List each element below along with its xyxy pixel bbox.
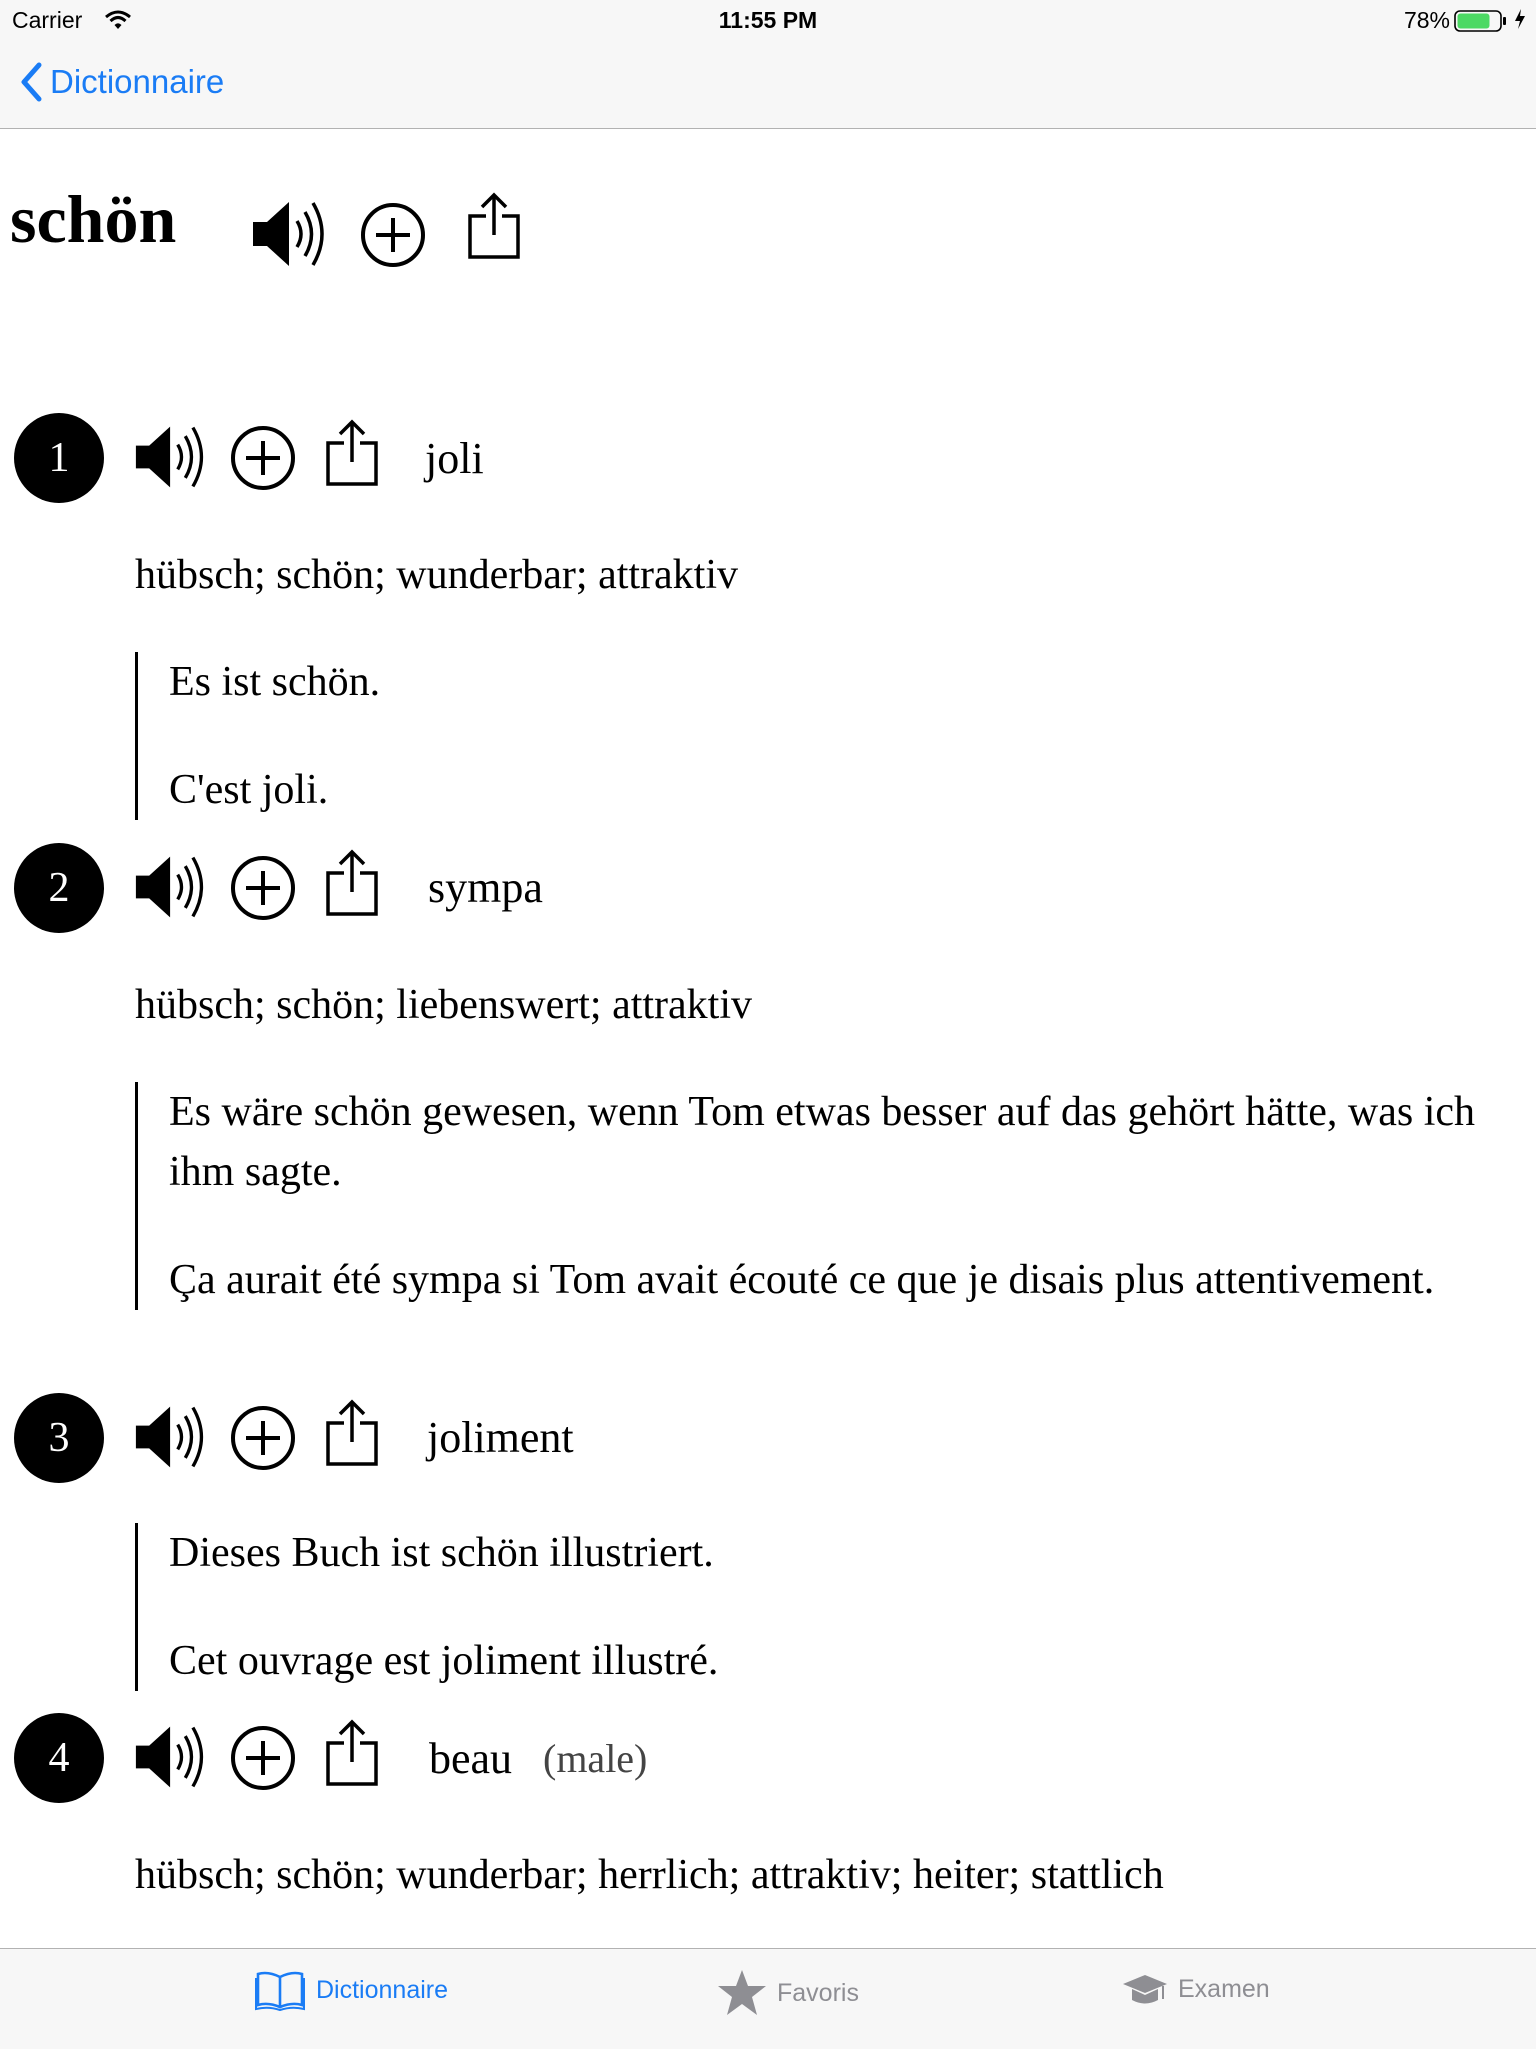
example-block [135,652,1536,820]
example-translation: Cet ouvrage est joliment illustré. [169,1638,719,1684]
battery-percentage: 78% [1403,7,1450,33]
synonyms: hübsch; schön; wunderbar; attraktiv [135,552,739,598]
speaker-icon[interactable] [134,851,210,928]
example-translation: C'est joli. [169,767,329,813]
entry-number-badge: 2 [14,843,104,933]
share-icon[interactable] [324,848,380,923]
tab-examen[interactable] [1122,1969,1270,2009]
add-circle-icon[interactable] [229,1724,297,1797]
translation: joliment [427,1413,574,1462]
headword: schön [10,181,177,257]
tab-label: Favoris [777,1978,859,2007]
speaker-icon[interactable] [134,1721,210,1798]
navigation-bar [0,40,1536,129]
synonyms: hübsch; schön; wunderbar; herrlich; attraktiv; heiter; stattlich [135,1852,1164,1898]
example-block [135,1523,1536,1691]
synonyms: hübsch; schön; liebenswert; attraktiv [135,982,753,1028]
speaker-icon[interactable] [251,197,331,276]
tab-label: Dictionnaire [316,1975,449,2004]
add-circle-icon[interactable] [359,201,427,274]
speaker-icon[interactable] [134,421,210,498]
share-icon[interactable] [324,1398,380,1473]
share-icon[interactable] [324,418,380,493]
gender-label: (male) [543,1736,648,1781]
tab-bar [0,1948,1536,2049]
battery-icon [1454,10,1508,38]
translation: sympa [428,863,543,912]
tab-dictionnaire[interactable] [254,1969,448,2011]
example-source: Dieses Buch ist schön illustriert. [169,1530,714,1576]
speaker-icon[interactable] [134,1401,210,1478]
tab-label: Examen [1178,1974,1270,2003]
add-circle-icon[interactable] [229,1404,297,1477]
share-icon[interactable] [466,191,522,266]
charging-icon [1514,8,1526,36]
entry-number-badge: 4 [14,1713,104,1803]
add-circle-icon[interactable] [229,854,297,927]
back-button-label: Dictionnaire [50,63,225,100]
entry-number-badge: 1 [14,413,104,503]
carrier-label: Carrier [12,7,83,33]
translation: joli [425,434,484,483]
example-translation: Ça aurait été sympa si Tom avait écouté ce que je disais plus attentivement. [169,1257,1435,1303]
back-button[interactable] [20,62,224,102]
chevron-left-icon [20,62,42,102]
book-icon [254,1969,306,2011]
example-source: Es ist schön. [169,659,381,705]
example-block [135,1082,1536,1310]
entry-number-badge: 3 [14,1393,104,1483]
clock: 11:55 PM [718,7,818,33]
status-bar [0,0,1536,40]
example-source: Es wäre schön gewesen, wenn Tom etwas besser auf das gehört hätte, was ich ihm sagte. [169,1089,1476,1195]
share-icon[interactable] [324,1718,380,1793]
graduation-cap-icon [1122,1969,1168,2009]
star-icon [717,1969,767,2017]
tab-favoris[interactable] [717,1969,859,2017]
translation: beau [429,1734,513,1783]
add-circle-icon[interactable] [229,424,297,497]
